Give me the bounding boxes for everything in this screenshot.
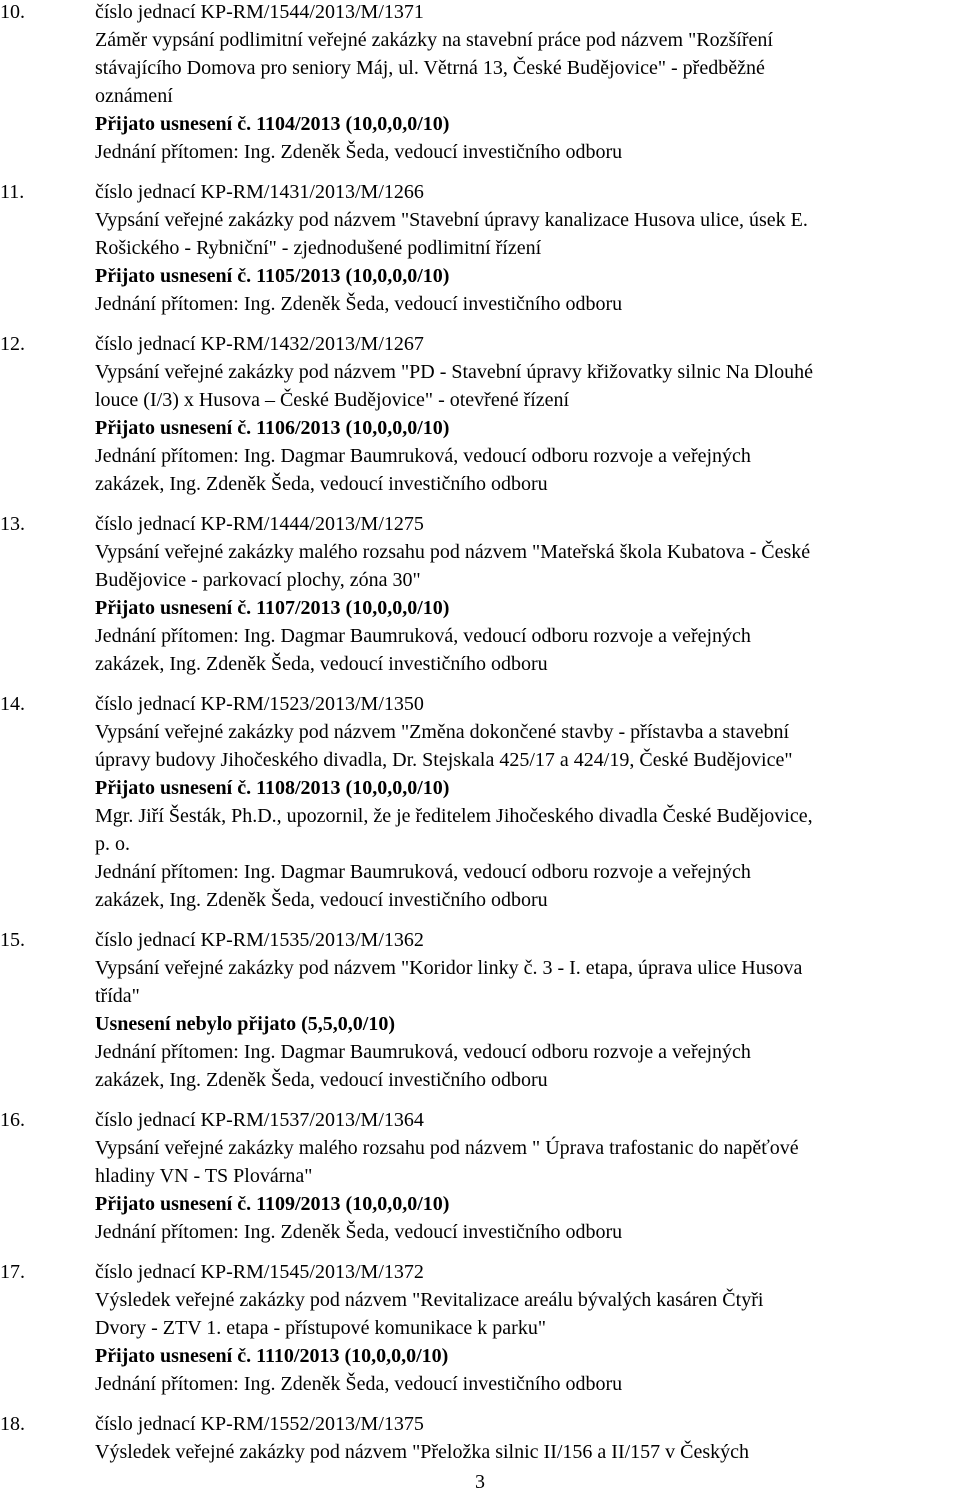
resolution: Přijato usnesení č. 1107/2013 (10,0,0,0/10) bbox=[95, 597, 450, 619]
agenda-item bbox=[0, 330, 960, 498]
agenda-item bbox=[0, 926, 960, 1094]
attendance-note: Mgr. Jiří Šesták, Ph.D., upozornil, že je ředitelem Jihočeského divadla České Budějovice, bbox=[95, 805, 813, 827]
item-title-line: Vypsání veřejné zakázky malého rozsahu pod názvem "Mateřská škola Kubatova - České bbox=[95, 541, 811, 563]
reference-number: číslo jednací KP-RM/1432/2013/M/1267 bbox=[95, 333, 424, 355]
resolution: Přijato usnesení č. 1108/2013 (10,0,0,0/10) bbox=[95, 777, 450, 799]
item-title-line: Vypsání veřejné zakázky pod názvem "Stavební úpravy kanalizace Husova ulice, úsek E. bbox=[95, 209, 808, 231]
attendance-note: Jednání přítomen: Ing. Dagmar Baumruková, vedoucí odboru rozvoje a veřejných bbox=[95, 445, 751, 467]
item-title-line: Výsledek veřejné zakázky pod názvem "Přeložka silnic II/156 a II/157 v Českých bbox=[95, 1441, 750, 1463]
item-title-line: třída" bbox=[95, 985, 140, 1007]
item-title-line: Budějovice - parkovací plochy, zóna 30" bbox=[95, 569, 421, 591]
resolution: Usnesení nebylo přijato (5,5,0,0/10) bbox=[95, 1013, 395, 1035]
page-number: 3 bbox=[475, 1471, 485, 1493]
item-number: 16. bbox=[0, 1109, 25, 1131]
item-title-line: Vypsání veřejné zakázky malého rozsahu pod názvem " Úprava trafostanic do napěťové bbox=[95, 1137, 799, 1159]
attendance-note: Jednání přítomen: Ing. Zdeněk Šeda, vedoucí investičního odboru bbox=[95, 1221, 623, 1243]
item-number: 13. bbox=[0, 513, 25, 535]
agenda-item bbox=[0, 510, 960, 678]
item-title-line: Záměr vypsání podlimitní veřejné zakázky na stavební práce pod názvem "Rozšíření bbox=[95, 29, 773, 51]
item-title-line: Vypsání veřejné zakázky pod názvem "Koridor linky č. 3 - I. etapa, úprava ulice Husova bbox=[95, 957, 803, 979]
attendance-note: zakázek, Ing. Zdeněk Šeda, vedoucí investičního odboru bbox=[95, 653, 548, 675]
reference-number: číslo jednací KP-RM/1537/2013/M/1364 bbox=[95, 1109, 424, 1131]
reference-number: číslo jednací KP-RM/1444/2013/M/1275 bbox=[95, 513, 424, 535]
attendance-note: Jednání přítomen: Ing. Zdeněk Šeda, vedoucí investičního odboru bbox=[95, 1373, 623, 1395]
agenda-item bbox=[0, 0, 960, 166]
attendance-note: zakázek, Ing. Zdeněk Šeda, vedoucí investičního odboru bbox=[95, 889, 548, 911]
attendance-note: zakázek, Ing. Zdeněk Šeda, vedoucí investičního odboru bbox=[95, 1069, 548, 1091]
reference-number: číslo jednací KP-RM/1552/2013/M/1375 bbox=[95, 1413, 424, 1435]
agenda-item bbox=[0, 1258, 960, 1398]
attendance-note: Jednání přítomen: Ing. Dagmar Baumruková, vedoucí odboru rozvoje a veřejných bbox=[95, 1041, 751, 1063]
item-title-line: Vypsání veřejné zakázky pod názvem "PD - Stavební úpravy křižovatky silnic Na Dlouhé bbox=[95, 361, 813, 383]
reference-number: číslo jednací KP-RM/1535/2013/M/1362 bbox=[95, 929, 424, 951]
item-number: 14. bbox=[0, 693, 25, 715]
item-number: 18. bbox=[0, 1413, 25, 1435]
attendance-note: zakázek, Ing. Zdeněk Šeda, vedoucí investičního odboru bbox=[95, 473, 548, 495]
item-number: 12. bbox=[0, 333, 25, 355]
resolution: Přijato usnesení č. 1106/2013 (10,0,0,0/10) bbox=[95, 417, 450, 439]
attendance-note: Jednání přítomen: Ing. Zdeněk Šeda, vedoucí investičního odboru bbox=[95, 293, 623, 315]
item-number: 11. bbox=[0, 181, 25, 203]
agenda-item bbox=[0, 1106, 960, 1246]
resolution: Přijato usnesení č. 1105/2013 (10,0,0,0/10) bbox=[95, 265, 450, 287]
agenda-item bbox=[0, 1410, 960, 1466]
resolution: Přijato usnesení č. 1109/2013 (10,0,0,0/10) bbox=[95, 1193, 450, 1215]
item-title-line: stávajícího Domova pro seniory Máj, ul. Větrná 13, České Budějovice" - předběžné bbox=[95, 57, 765, 79]
attendance-note: Jednání přítomen: Ing. Dagmar Baumruková, vedoucí odboru rozvoje a veřejných bbox=[95, 861, 751, 883]
attendance-note: Jednání přítomen: Ing. Dagmar Baumruková, vedoucí odboru rozvoje a veřejných bbox=[95, 625, 751, 647]
resolution: Přijato usnesení č. 1110/2013 (10,0,0,0/10) bbox=[95, 1345, 449, 1367]
reference-number: číslo jednací KP-RM/1545/2013/M/1372 bbox=[95, 1261, 424, 1283]
item-number: 15. bbox=[0, 929, 25, 951]
attendance-note: p. o. bbox=[95, 833, 130, 855]
item-title-line: Vypsání veřejné zakázky pod názvem "Změna dokončené stavby - přístavba a stavební bbox=[95, 721, 790, 743]
item-title-line: Výsledek veřejné zakázky pod názvem "Revitalizace areálu bývalých kasáren Čtyři bbox=[95, 1289, 764, 1311]
attendance-note: Jednání přítomen: Ing. Zdeněk Šeda, vedoucí investičního odboru bbox=[95, 141, 623, 163]
item-title-line: louce (I/3) x Husova – České Budějovice" - otevřené řízení bbox=[95, 389, 570, 411]
item-number: 10. bbox=[0, 1, 25, 23]
reference-number: číslo jednací KP-RM/1431/2013/M/1266 bbox=[95, 181, 424, 203]
reference-number: číslo jednací KP-RM/1544/2013/M/1371 bbox=[95, 1, 424, 23]
item-title-line: úpravy budovy Jihočeského divadla, Dr. Stejskala 425/17 a 424/19, České Budějovice" bbox=[95, 749, 793, 771]
agenda-item bbox=[0, 178, 960, 318]
agenda-item bbox=[0, 690, 960, 914]
item-number: 17. bbox=[0, 1261, 25, 1283]
item-title-line: Dvory - ZTV 1. etapa - přístupové komunikace k parku" bbox=[95, 1317, 547, 1339]
resolution: Přijato usnesení č. 1104/2013 (10,0,0,0/10) bbox=[95, 113, 450, 135]
item-title-line: oznámení bbox=[95, 85, 173, 107]
reference-number: číslo jednací KP-RM/1523/2013/M/1350 bbox=[95, 693, 424, 715]
item-title-line: Rošického - Rybniční" - zjednodušené podlimitní řízení bbox=[95, 237, 542, 259]
item-title-line: hladiny VN - TS Plovárna" bbox=[95, 1165, 313, 1187]
